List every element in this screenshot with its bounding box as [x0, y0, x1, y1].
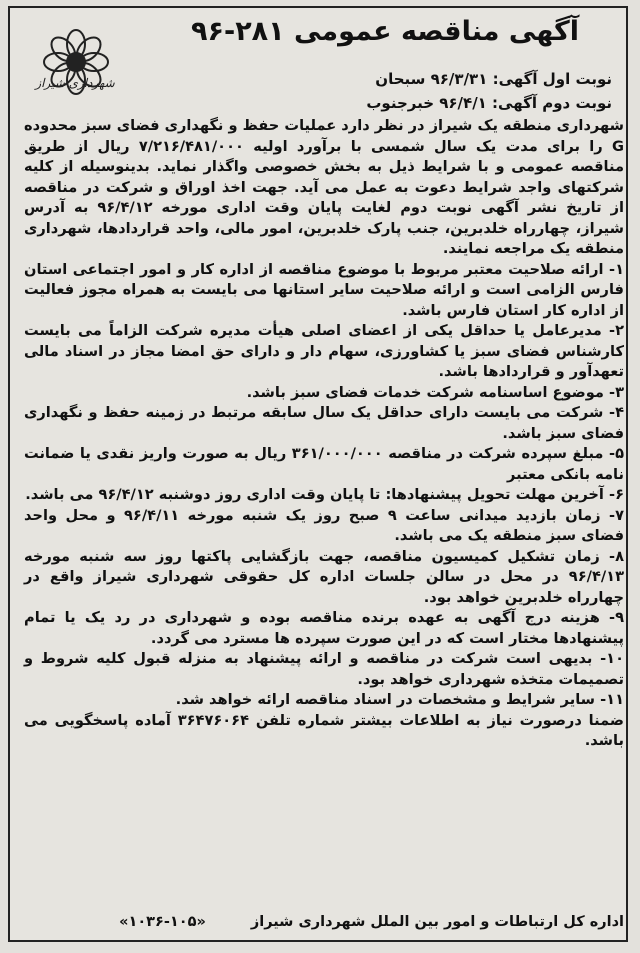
condition-item: ۶- آخرین مهلت تحویل پیشنهادها: تا پایان وقت اداری روز دوشنبه ۹۶/۴/۱۲ می باشد. — [25, 486, 624, 503]
notice-title: آگهی مناقصه عمومی ۲۸۱-۹۶ — [191, 16, 579, 47]
condition-item: ۳- موضوع اساسنامه شرکت خدمات فضای سبز باشد. — [246, 383, 624, 401]
condition-item: ۸- زمان تشکیل کمیسیون مناقصه، جهت بازگشایی پاکتها روز سه شنبه مورخه ۹۶/۴/۱۳ در محل در سالن جلسات اداره کل حقوقی شهرداری شیراز واقع در چهارراه خلدبرین خواهد بود. — [24, 547, 624, 606]
notice-frame — [8, 6, 628, 942]
condition-item: ۹- هزینه درج آگهی به عهده برنده مناقصه بوده و شهرداری در رد یک یا تمام پیشنهادها مختار است که در این صورت سپرده ها مسترد می گردد. — [24, 609, 624, 647]
footer-organization: اداره کل ارتباطات و امور بین الملل شهرداری شیراز — [250, 914, 624, 930]
condition-item: ۱۰- بدیهی است شرکت در مناقصه و ارائه پیشنهاد به منزله قبول کلیه شروط و تصمیمات متخذه شهرداری خواهد بود. — [24, 650, 624, 688]
condition-item: ۵- مبلغ سپرده شرکت در مناقصه ۳۶۱/۰۰۰/۰۰۰ ریال به صورت واریز نقدی یا ضمانت نامه بانکی معتبر — [24, 445, 624, 483]
closing-note: ضمنا درصورت نیاز به اطلاعات بیشتر شماره تلفن ۳۶۴۷۶۰۶۴ آماده پاسخگویی می باشد. — [24, 711, 625, 749]
first-publication-date: نوبت اول آگهی: ۹۶/۳/۳۱ سبحان — [375, 70, 612, 88]
condition-item: ۷- زمان بازدید میدانی ساعت ۹ صبح روز یک شنبه مورخه ۹۶/۴/۱۱ و محل واحد فضای سبز منطقه یک می باشد. — [24, 506, 624, 544]
footer-code: «۱۰۵-۱۰۳۶» — [119, 914, 206, 930]
footer — [24, 914, 624, 930]
condition-item: ۱۱- سایر شرایط و مشخصات در اسناد مناقصه ارائه خواهد شد. — [175, 691, 624, 708]
logo-text: شهرداری شیراز — [35, 76, 115, 90]
condition-item: ۲- مدیرعامل یا حداقل یکی از اعضای اصلی هیأت مدیره شرکت الزاماً می بایست کارشناس فضای سبز یا کشاورزی، سهام دار و دارای حق امضا مجاز در اسناد مالی تعهدآور و قراردادها باشد. — [24, 322, 624, 380]
notice-body — [24, 116, 624, 752]
condition-item: ۴- شرکت می بایست دارای حداقل یک سال سابقه مرتبط در زمینه حفظ و نگهداری فضای سبز باشد. — [24, 404, 624, 442]
condition-item: ۱- ارائه صلاحیت معتبر مربوط با موضوع مناقصه از اداره کار و امور اجتماعی استان فارس الزامی است و ارائه صلاحیت سایر استانها می بایست به همراه مجوز فعالیت از اداره کار استان فارس باشد. — [24, 260, 624, 319]
shiraz-municipality-logo-icon — [30, 26, 122, 106]
intro-paragraph: شهرداری منطقه یک شیراز در نظر دارد عملیات حفظ و نگهداری فضای سبز محدوده G را برای مدت یک سال شمسی با برآورد اولیه ۷/۲۱۶/۴۸۱/۰۰۰ ریال از طریق مناقصه عمومی و با شرایط ذیل به بخش خصوصی واگذار نماید. بدینوسیله از کلیه شرکتهای واجد شرایط دعوت به عمل می آید. جهت اخذ اوراق و شرکت در مناقصه از تاریخ نشر آگهی نوبت دوم لغایت پایان وقت اداری مورخه ۹۶/۴/۱۲ به آدرس شیراز، چهارراه خلدبرین، جنب پارک خلدبرین، امور مالی، واحد قراردادها، شهرداری منطقه یک مراجعه نمایند. — [24, 117, 624, 257]
second-publication-date: نوبت دوم آگهی: ۹۶/۴/۱ خبرجنوب — [366, 94, 612, 112]
